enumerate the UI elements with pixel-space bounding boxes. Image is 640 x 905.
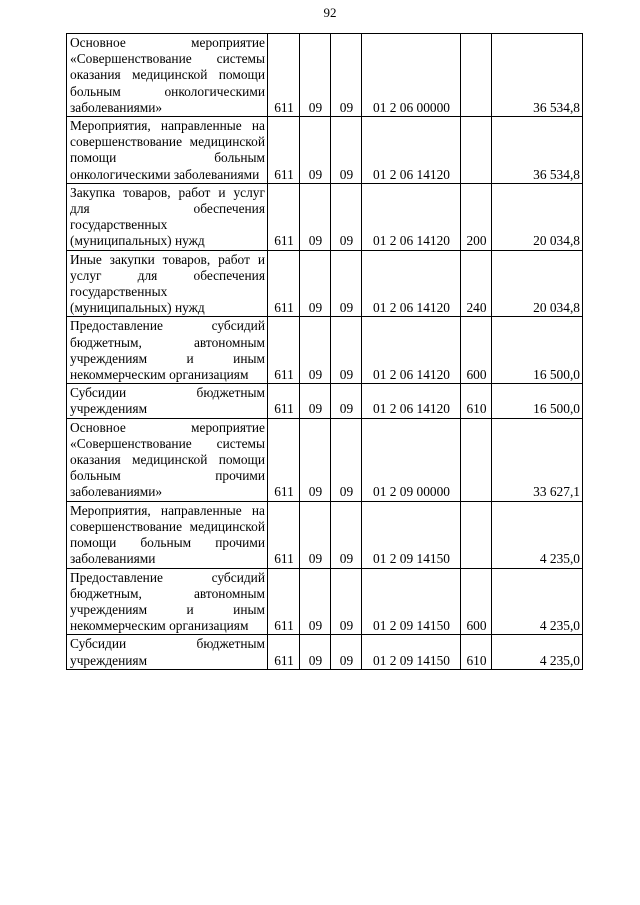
row-description: Мероприятия, направленные на совершенствование медицинской помощи больным онкологическими заболеваниями: [67, 117, 268, 184]
section-code: 09: [300, 250, 331, 317]
table-row: [67, 250, 583, 317]
table-row: [67, 34, 583, 117]
target-code: 01 2 09 14150: [362, 501, 461, 568]
subsection-code: 09: [331, 317, 362, 384]
table-row: [67, 635, 583, 669]
table-row: [67, 117, 583, 184]
expense-type-code: [461, 117, 492, 184]
amount: 4 235,0: [492, 635, 583, 669]
subsection-code: 09: [331, 250, 362, 317]
section-code: 09: [300, 183, 331, 250]
section-code: 09: [300, 317, 331, 384]
subsection-code: 09: [331, 635, 362, 669]
amount: 36 534,8: [492, 117, 583, 184]
subsection-code: 09: [331, 34, 362, 117]
subsection-code: 09: [331, 117, 362, 184]
target-code: 01 2 06 00000: [362, 34, 461, 117]
section-code: 09: [300, 34, 331, 117]
target-code: 01 2 06 14120: [362, 250, 461, 317]
amount: 4 235,0: [492, 501, 583, 568]
expense-type-code: [461, 501, 492, 568]
ministry-code: 611: [268, 418, 300, 501]
row-description: Предоставление субсидий бюджетным, автономным учреждениям и иным некоммерческим организациям: [67, 317, 268, 384]
subsection-code: 09: [331, 568, 362, 635]
expense-type-code: 600: [461, 317, 492, 384]
target-code: 01 2 09 14150: [362, 568, 461, 635]
target-code: 01 2 09 00000: [362, 418, 461, 501]
target-code: 01 2 06 14120: [362, 117, 461, 184]
section-code: 09: [300, 501, 331, 568]
amount: 4 235,0: [492, 568, 583, 635]
target-code: 01 2 06 14120: [362, 183, 461, 250]
target-code: 01 2 09 14150: [362, 635, 461, 669]
table-row: [67, 418, 583, 501]
expense-type-code: 610: [461, 635, 492, 669]
section-code: 09: [300, 568, 331, 635]
amount: 20 034,8: [492, 183, 583, 250]
expense-type-code: 200: [461, 183, 492, 250]
row-description: Мероприятия, направленные на совершенствование медицинской помощи больным прочими заболеваниями: [67, 501, 268, 568]
expense-type-code: 240: [461, 250, 492, 317]
expense-type-code: 600: [461, 568, 492, 635]
ministry-code: 611: [268, 34, 300, 117]
amount: 16 500,0: [492, 317, 583, 384]
ministry-code: 611: [268, 117, 300, 184]
section-code: 09: [300, 117, 331, 184]
row-description: Иные закупки товаров, работ и услуг для обеспечения государственных (муниципальных) нужд: [67, 250, 268, 317]
row-description: Субсидии бюджетным учреждениям: [67, 635, 268, 669]
row-description: Основное мероприятие «Совершенствование системы оказания медицинской помощи больным онкологическими заболеваниями»: [67, 34, 268, 117]
subsection-code: 09: [331, 183, 362, 250]
page-number: 92: [323, 5, 337, 20]
section-code: 09: [300, 384, 331, 418]
ministry-code: 611: [268, 317, 300, 384]
subsection-code: 09: [331, 384, 362, 418]
ministry-code: 611: [268, 501, 300, 568]
ministry-code: 611: [268, 635, 300, 669]
ministry-code: 611: [268, 250, 300, 317]
row-description: Субсидии бюджетным учреждениям: [67, 384, 268, 418]
budget-table: [66, 33, 583, 670]
amount: 20 034,8: [492, 250, 583, 317]
expense-type-code: [461, 418, 492, 501]
amount: 33 627,1: [492, 418, 583, 501]
target-code: 01 2 06 14120: [362, 384, 461, 418]
ministry-code: 611: [268, 183, 300, 250]
row-description: Основное мероприятие «Совершенствование системы оказания медицинской помощи больным прочими заболеваниями»: [67, 418, 268, 501]
section-code: 09: [300, 635, 331, 669]
amount: 36 534,8: [492, 34, 583, 117]
ministry-code: 611: [268, 568, 300, 635]
table-row: [67, 183, 583, 250]
amount: 16 500,0: [492, 384, 583, 418]
table-row: [67, 568, 583, 635]
row-description: Предоставление субсидий бюджетным, автономным учреждениям и иным некоммерческим организациям: [67, 568, 268, 635]
table-row: [67, 384, 583, 418]
table-row: [67, 501, 583, 568]
expense-type-code: 610: [461, 384, 492, 418]
table-row: [67, 317, 583, 384]
subsection-code: 09: [331, 418, 362, 501]
row-description: Закупка товаров, работ и услуг для обеспечения государственных (муниципальных) нужд: [67, 183, 268, 250]
expense-type-code: [461, 34, 492, 117]
section-code: 09: [300, 418, 331, 501]
subsection-code: 09: [331, 501, 362, 568]
target-code: 01 2 06 14120: [362, 317, 461, 384]
ministry-code: 611: [268, 384, 300, 418]
